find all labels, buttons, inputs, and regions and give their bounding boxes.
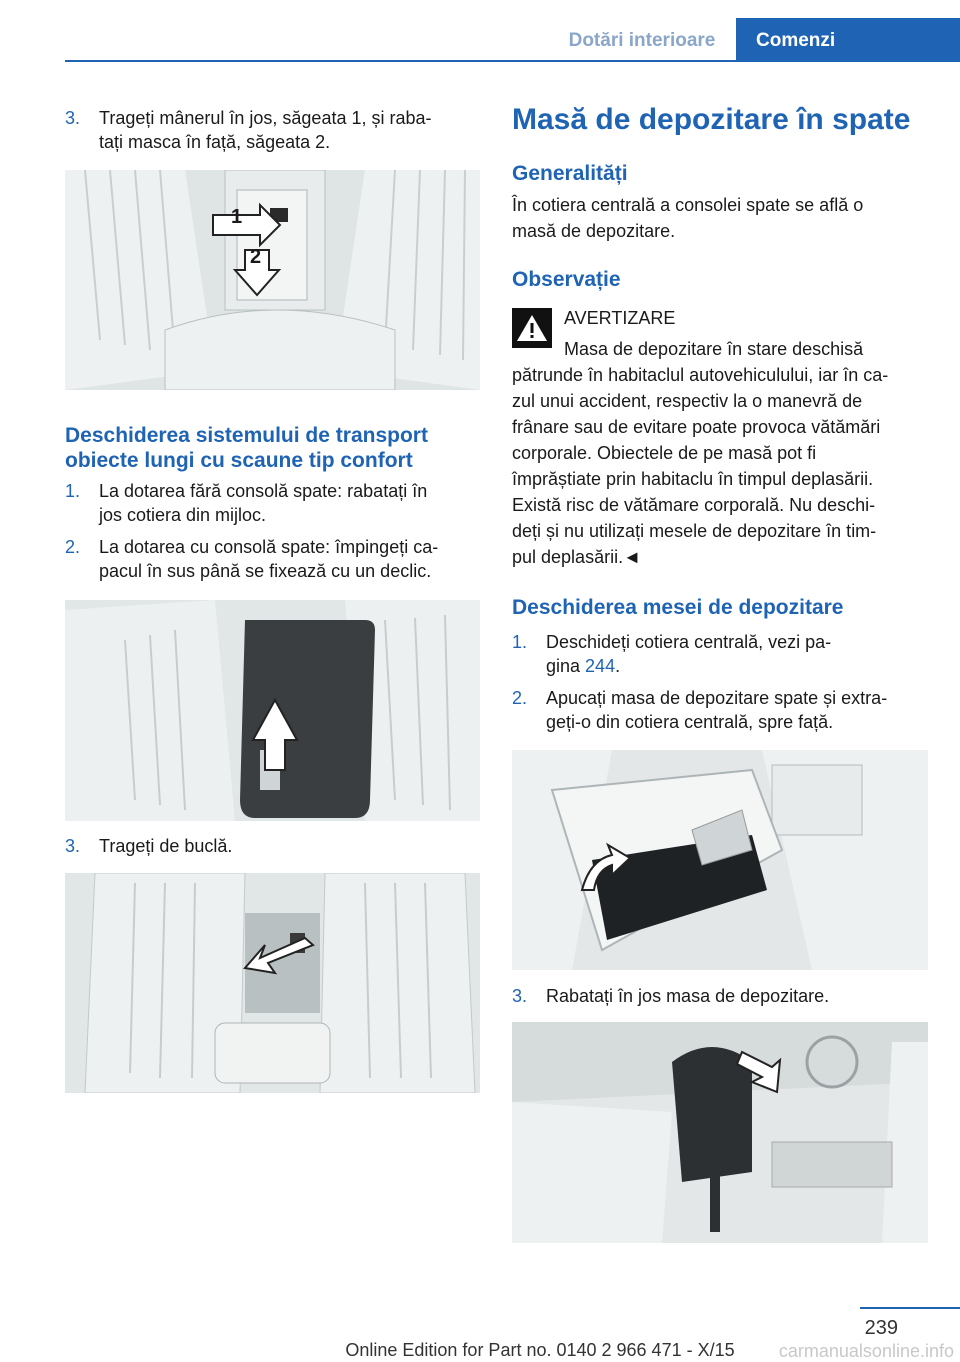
heading-long-objects: Deschiderea sistemului de transport obiecte lungi cu scaune tip confort xyxy=(65,424,428,472)
step-text: Trageți de buclă. xyxy=(99,836,233,856)
step-3-pull-loop xyxy=(65,834,485,860)
step-number: 3. xyxy=(65,836,81,856)
step-text: La dotarea fără consolă spate: rabatați în jos cotiera din mijloc. xyxy=(99,481,428,525)
step-text: Rabatați în jos masa de depozitare. xyxy=(546,986,830,1006)
warning-text: Masa de depozitare în stare deschisă pătrunde în habitaclul autovehiculului, iar în ca- zul unui accident, respectiv la o manevră de frânare sau de evitare poate provoca vătămări corporale. Obiectele de pe masă pot fi împrăștiate prin habitaclu în timpul deplasării. Există risc de vătămare corporală. Nu deschi- deți și nu utilizați mesele de depozitare în tim- pul deplasării.◄ xyxy=(512,339,889,567)
step-number: 2. xyxy=(512,688,528,708)
step-3-pull-handle xyxy=(65,106,485,156)
step-text: Trageți mânerul în jos, săgeata 1, și raba- tați masca în față, săgeata 2. xyxy=(99,108,432,152)
step-number: 1. xyxy=(512,632,528,652)
step-1-open-armrest xyxy=(512,630,942,680)
header-section: Dotări interioare xyxy=(568,30,716,51)
step-2-push-cover xyxy=(65,535,485,585)
step-text: La dotarea cu consolă spate: împingeți ca- pacul în sus până se fixează cu un declic. xyxy=(99,537,439,581)
step-number: 3. xyxy=(512,986,528,1006)
footer-rule xyxy=(860,1307,960,1309)
general-text: În cotiera centrală a consolei spate se află o masă de depozitare. xyxy=(512,195,864,241)
step-text: Apucați masa de depozitare spate și extra- geți-o din cotiera centrală, spre față. xyxy=(546,688,888,732)
step-text-after: . xyxy=(615,656,621,676)
step-number: 2. xyxy=(65,537,81,557)
page-link-244[interactable]: 244 xyxy=(585,656,616,676)
header-rule xyxy=(65,60,960,62)
illustration-handle-mask xyxy=(65,170,480,390)
section-title: Masă de depozitare în spate xyxy=(512,103,911,136)
step-2-extract-table xyxy=(512,686,942,736)
header-chapter: Comenzi xyxy=(736,18,960,62)
step-text-before: Deschideți cotiera centrală, vezi pa- gina xyxy=(546,632,832,676)
heading-general: Generalități xyxy=(512,162,628,185)
step-1-armrest xyxy=(65,479,485,529)
edition-footer: Online Edition for Part no. 0140 2 966 471 - X/15 xyxy=(345,1340,735,1360)
heading-open-table: Deschiderea mesei de depozitare xyxy=(512,596,844,619)
warning-label: AVERTIZARE xyxy=(564,308,676,328)
watermark: carmanualsonline.info xyxy=(778,1341,954,1361)
illustration-cover-push xyxy=(65,600,480,821)
heading-note: Observație xyxy=(512,268,621,291)
page-number: 239 xyxy=(864,1317,898,1339)
step-number: 1. xyxy=(65,481,81,501)
arrow-label-2: 2 xyxy=(250,246,262,268)
step-number: 3. xyxy=(65,108,81,128)
step-text xyxy=(546,630,831,678)
illustration-extract-table xyxy=(512,750,928,970)
illustration-fold-table xyxy=(512,1022,928,1243)
arrow-label-1: 1 xyxy=(231,206,243,228)
step-3-fold-table xyxy=(512,984,942,1010)
illustration-pull-loop xyxy=(65,873,480,1093)
